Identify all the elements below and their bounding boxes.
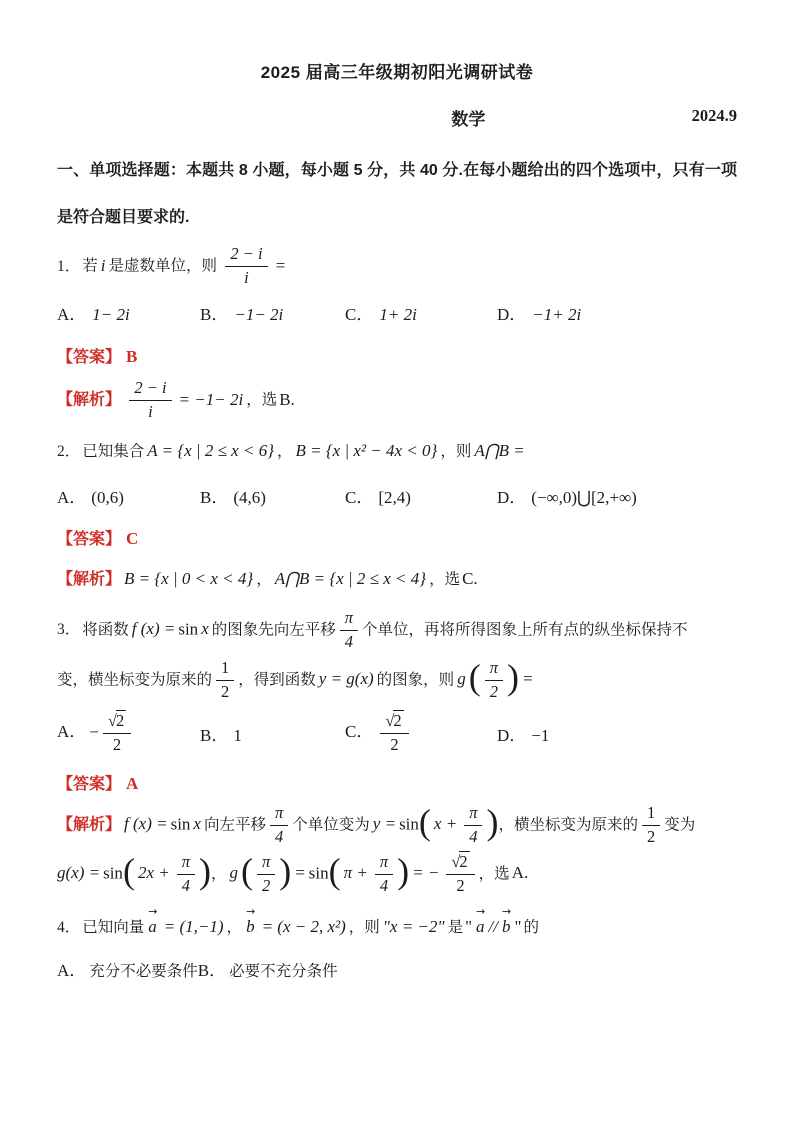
stem-text: 的: [523, 918, 539, 936]
analysis-text: 向左平移: [203, 816, 266, 834]
option-d: [497, 721, 737, 746]
fraction: [375, 853, 393, 896]
vector-base: b: [501, 916, 511, 936]
radical-sign: √: [107, 710, 116, 730]
stem-text: 个单位，再将所得图象上所有点的纵坐标保持不: [362, 621, 688, 639]
question-3-stem-line1: [57, 609, 737, 652]
question-2-analysis: [57, 566, 737, 589]
question-3-options: [57, 712, 737, 755]
question-1-stem: [57, 245, 737, 288]
vector-base: b: [246, 916, 255, 936]
math-expr: π +: [343, 863, 368, 883]
fraction: [485, 659, 503, 702]
fraction-numerator: [380, 712, 408, 734]
open-quote: ": [465, 916, 473, 936]
stem-text: 将函数: [82, 621, 129, 639]
analysis-text: ，选: [478, 865, 510, 883]
math-expr: f (x) =: [124, 814, 168, 834]
option-a: [57, 483, 200, 508]
fraction-numerator: 1: [642, 804, 660, 826]
fraction-denominator: 2: [262, 875, 271, 895]
answer-value: A: [126, 773, 139, 793]
fraction-denominator: i: [148, 401, 153, 421]
option-b: [200, 300, 345, 325]
stem-text: ，则: [440, 442, 472, 460]
stem-text: 若: [82, 257, 98, 275]
math-expr: sin: [103, 863, 123, 883]
question-3-stem-line2: [57, 659, 737, 702]
parallel-symbol: //: [488, 916, 498, 936]
fraction-denominator: 4: [344, 631, 354, 651]
question-number: 3．: [57, 621, 81, 639]
fraction-denominator: 4: [275, 826, 284, 846]
option-label: B．: [200, 304, 229, 324]
option-value: −1− 2i: [234, 304, 284, 324]
math-expr: g: [229, 863, 239, 883]
vector-arrow-icon: →: [148, 904, 158, 918]
option-value: 必要不充分条件: [229, 962, 338, 980]
fraction: [129, 379, 171, 422]
question-number: 1．: [57, 257, 81, 275]
math-expr: i: [100, 255, 106, 275]
fraction-denominator: 2: [221, 681, 230, 701]
stem-text: 是虚数单位，则: [108, 257, 218, 275]
choice-letter: C.: [462, 568, 478, 588]
math-expr: y =: [372, 814, 397, 834]
analysis-text: 变为: [664, 816, 696, 834]
stem-text: 是: [447, 918, 464, 936]
fraction: [216, 659, 234, 702]
minus-sign: −: [89, 722, 99, 742]
left-paren: (: [122, 851, 135, 892]
analysis-text: ，横坐标变为原来的: [498, 816, 638, 834]
option-value: 1+ 2i: [379, 304, 417, 324]
analysis-label: 【解析】: [57, 391, 122, 409]
option-label: B．: [197, 960, 227, 980]
math-expr: x: [201, 619, 209, 639]
math-expr: y = g(x): [318, 669, 374, 689]
option-label: C．: [345, 487, 374, 507]
vector-arrow-icon: →: [501, 904, 512, 918]
analysis-text: ，选: [429, 570, 461, 588]
fraction-numerator: 2 − i: [129, 379, 171, 401]
math-expr: sin: [308, 863, 329, 883]
math-expr: = (1,−1): [163, 916, 224, 936]
fraction-numerator: π: [177, 853, 195, 875]
analysis-label: 【解析】: [57, 816, 122, 834]
option-label: A．: [57, 722, 87, 742]
fraction-denominator: 4: [379, 875, 389, 895]
fraction: [464, 804, 482, 847]
question-3-analysis-line1: [57, 804, 737, 847]
option-label: A．: [57, 960, 87, 980]
option-value: [2,4): [378, 487, 411, 507]
vector-base: a: [476, 916, 485, 936]
fraction-numerator: π: [485, 659, 503, 681]
fraction-denominator: 2: [456, 875, 465, 895]
choice-letter: B.: [279, 389, 295, 409]
option-d: [497, 483, 737, 508]
option-a: [57, 300, 200, 325]
option-label: C．: [345, 722, 374, 742]
answer-label: 【答案】: [57, 348, 122, 366]
stem-text: ，: [226, 918, 243, 936]
answer-value: B: [126, 346, 138, 366]
analysis-text: ，: [256, 570, 272, 588]
option-label: A．: [57, 487, 87, 507]
question-1-analysis: [57, 379, 737, 422]
radicand: 2: [393, 710, 402, 730]
question-2-options: [57, 483, 737, 508]
option-value: −1+ 2i: [532, 304, 582, 324]
fraction: [177, 853, 195, 896]
fraction-numerator: π: [464, 804, 482, 826]
option-c: [345, 483, 497, 508]
fraction-numerator: π: [257, 853, 275, 875]
analysis-text: 个单位变为: [292, 816, 370, 834]
question-1-options: [57, 300, 737, 325]
option-label: A．: [57, 304, 87, 324]
option-label: D．: [497, 725, 527, 745]
page-title: 2025 届高三年级期初阳光调研试卷: [260, 63, 534, 82]
option-label: C．: [345, 304, 374, 324]
option-c: [345, 712, 497, 755]
math-expr: = (x − 2, x²): [261, 916, 346, 936]
stem-text: ，: [277, 442, 293, 460]
question-3-analysis-line2: [57, 853, 737, 896]
sqrt-fraction: [380, 712, 408, 755]
stem-text: ，得到函数: [238, 671, 316, 689]
math-expr: =: [294, 863, 306, 883]
option-value: (0,6): [91, 487, 124, 507]
stem-text: ，则: [348, 918, 380, 936]
option-label: B．: [200, 487, 229, 507]
option-b: [200, 721, 345, 746]
fraction: [257, 853, 275, 896]
fraction-denominator: 4: [181, 875, 190, 895]
left-paren: (: [328, 851, 341, 892]
question-2-stem: [57, 439, 737, 461]
option-label: D．: [497, 304, 527, 324]
math-expr: A = {x | 2 ≤ x < 6}: [147, 440, 274, 460]
fraction-numerator: π: [340, 609, 358, 631]
math-expr: g: [457, 669, 466, 689]
radicand: 2: [115, 710, 125, 730]
close-quote: ": [514, 916, 522, 936]
math-expr: A⋂B =: [474, 440, 525, 460]
math-expr: A⋂B = {x | 2 ≤ x < 4}: [274, 568, 427, 588]
left-paren: (: [468, 657, 481, 698]
radical-sign: √: [451, 851, 460, 871]
option-b: [200, 483, 345, 508]
option-d: [497, 300, 737, 325]
analysis-text: ，: [211, 865, 227, 883]
option-value: 1: [233, 725, 242, 745]
math-expr: "x = −2": [382, 916, 445, 936]
option-value: −1: [531, 725, 550, 745]
option-value: 充分不必要条件: [89, 962, 198, 980]
option-label: B．: [200, 725, 229, 745]
math-expr: x: [193, 814, 201, 834]
math-expr: =: [521, 669, 534, 689]
answer-label: 【答案】: [57, 530, 122, 548]
stem-text: 的图象，则: [376, 671, 455, 689]
fraction-denominator: 2: [489, 681, 498, 701]
vector-arrow-icon: →: [246, 904, 256, 918]
choice-letter: A.: [511, 863, 529, 883]
question-number: 2．: [57, 442, 81, 460]
sqrt-fraction: [446, 853, 474, 896]
radical-sign: √: [385, 710, 394, 730]
question-3-answer: [57, 771, 737, 794]
math-expr: g(x) =: [57, 863, 101, 883]
vector-a: [146, 904, 159, 937]
question-4-stem: [57, 904, 737, 937]
math-expr: B = {x | x² − 4x < 0}: [295, 440, 438, 460]
math-expr: sin: [399, 814, 419, 834]
stem-text: 已知集合: [82, 442, 145, 460]
vector-a: [474, 904, 487, 937]
stem-text: 已知向量: [82, 918, 145, 936]
fraction-denominator: 2: [112, 734, 122, 754]
fraction-denominator: 4: [469, 826, 478, 846]
analysis-label: 【解析】: [57, 570, 122, 588]
right-paren: ): [279, 851, 292, 892]
fraction: [270, 804, 288, 847]
stem-text: 的图象先向左平移: [211, 621, 336, 639]
right-paren: ): [397, 851, 410, 892]
fraction-numerator: [103, 712, 131, 734]
math-expr: f (x) =: [131, 619, 176, 639]
math-expr: = −: [412, 863, 440, 883]
fraction-denominator: i: [244, 267, 249, 287]
math-expr: = −1− 2i: [178, 389, 244, 409]
exam-date: 2024.9: [691, 106, 737, 125]
fraction: [642, 804, 660, 847]
subject-label: 数学: [451, 110, 486, 129]
question-4-options: [57, 956, 737, 981]
left-paren: (: [418, 802, 431, 843]
radicand: 2: [459, 851, 468, 871]
fraction: [225, 245, 267, 288]
vector-base: a: [148, 916, 157, 936]
math-expr: B = {x | 0 < x < 4}: [124, 568, 254, 588]
option-a: [57, 712, 200, 755]
subject-row: [57, 105, 737, 129]
question-2-answer: [57, 526, 737, 549]
math-expr: =: [274, 255, 287, 275]
left-paren: (: [241, 851, 254, 892]
sqrt-fraction: [103, 712, 131, 755]
math-expr: 2x +: [137, 863, 170, 883]
analysis-text: ，选: [246, 391, 278, 409]
math-expr: sin: [170, 814, 191, 834]
question-1-answer: [57, 344, 737, 367]
answer-label: 【答案】: [57, 775, 122, 793]
fraction-numerator: 1: [216, 659, 234, 681]
right-paren: ): [199, 851, 211, 892]
vector-arrow-icon: →: [476, 904, 486, 918]
fraction-denominator: 2: [390, 734, 399, 754]
answer-value: C: [126, 528, 139, 548]
fraction-denominator: 2: [646, 826, 656, 846]
fraction-numerator: [446, 853, 474, 875]
math-expr: x +: [433, 814, 458, 834]
math-expr: sin: [178, 619, 199, 639]
option-label: D．: [497, 487, 527, 507]
right-paren: ): [486, 802, 499, 843]
section-heading: 一、单项选择题：本题共 8 小题，每小题 5 分，共 40 分.在每小题给出的四个选项中，只有一项是符合题目要求的.: [57, 162, 737, 226]
fraction-numerator: 2 − i: [225, 245, 267, 267]
fraction: [340, 609, 358, 652]
option-value: 1− 2i: [92, 304, 130, 324]
option-value: (−∞,0)⋃[2,+∞): [531, 487, 637, 507]
right-paren: ): [506, 657, 519, 698]
fraction-numerator: π: [375, 853, 393, 875]
stem-text: 变，横坐标变为原来的: [57, 671, 213, 689]
option-value: (4,6): [233, 487, 266, 507]
fraction-numerator: π: [270, 804, 288, 826]
question-number: 4．: [57, 918, 81, 936]
vector-b: [500, 904, 513, 937]
option-c: [345, 300, 497, 325]
vector-b: [244, 904, 257, 937]
